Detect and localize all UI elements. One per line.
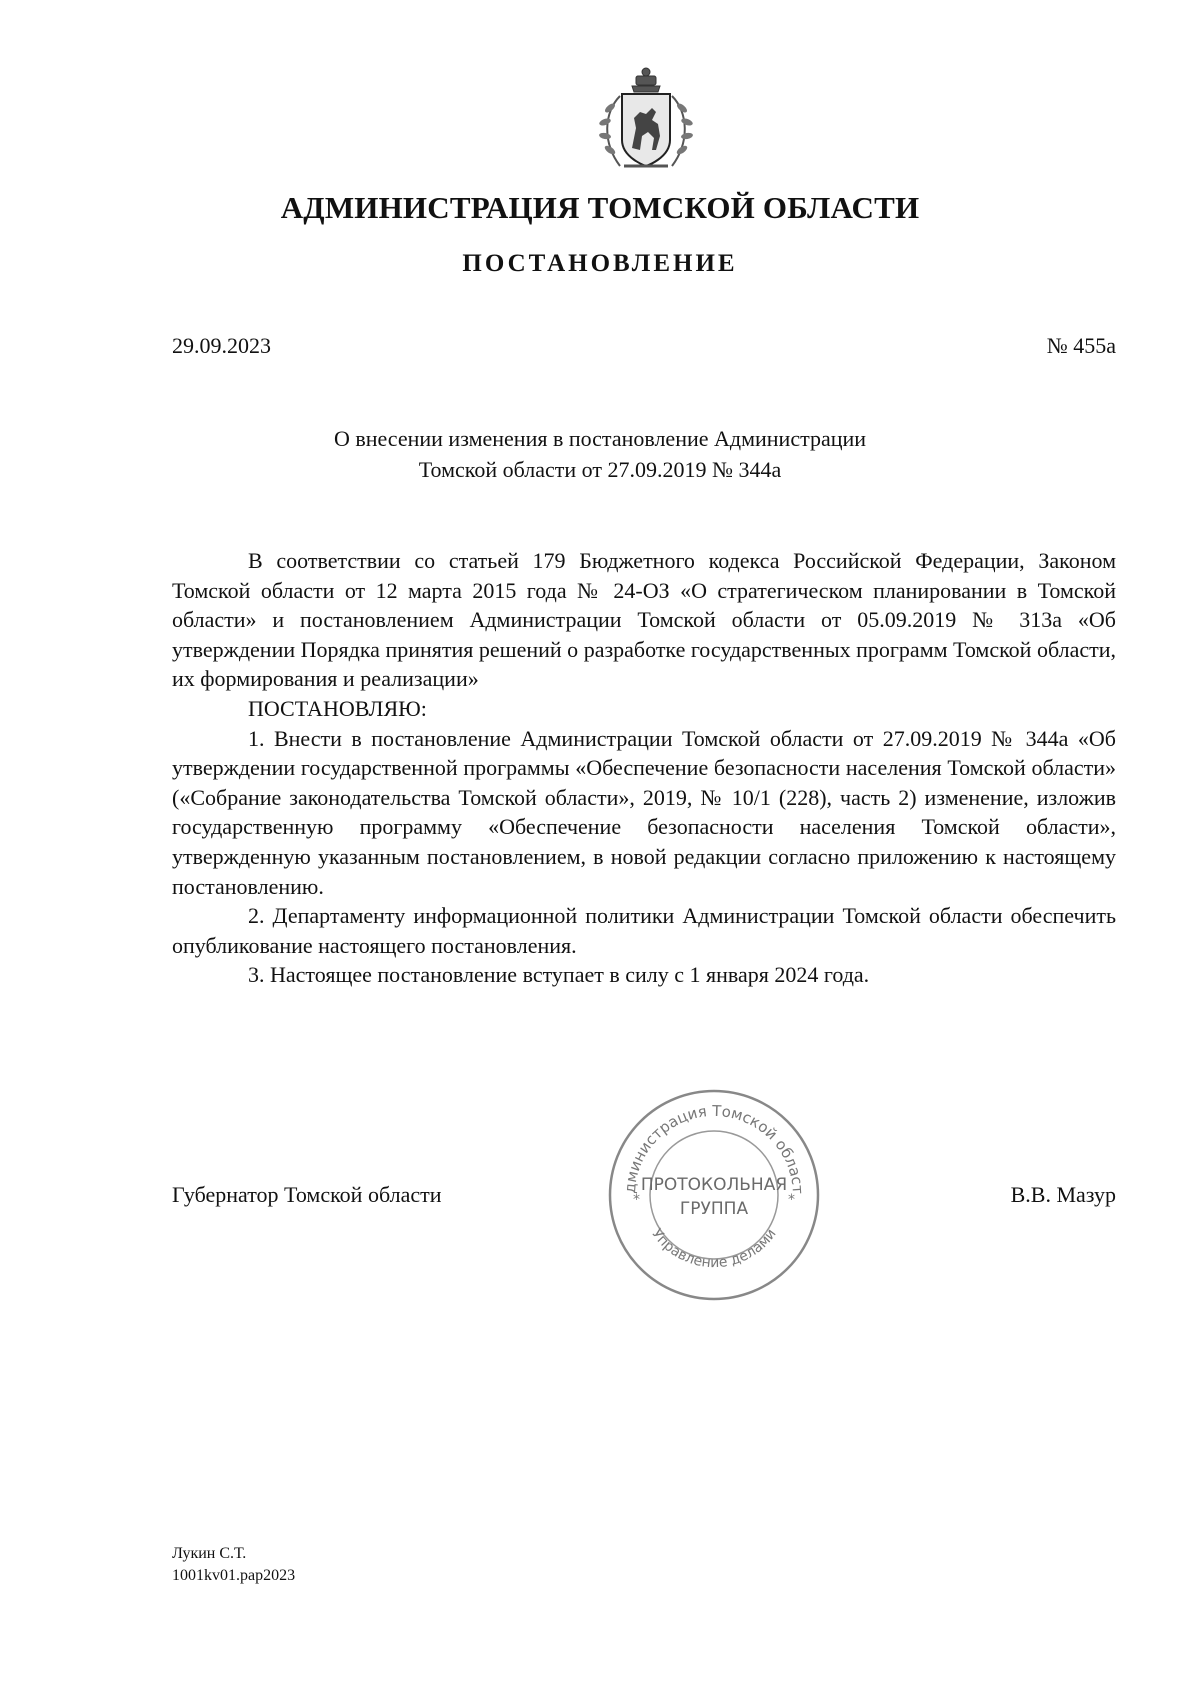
file-code: 1001kv01.pap2023 [172,1567,296,1584]
coat-of-arms-emblem [580,62,712,182]
document-type-title: ПОСТАНОВЛЕНИЕ [462,250,738,277]
subject-line-1: О внесении изменения в постановление Администрации [333,426,867,451]
stamp-star-left: * [633,1192,640,1208]
signer-name: В.В. Мазур [1010,1182,1116,1207]
document-date: 29.09.2023 [172,333,271,358]
document-body [172,546,1116,990]
signer-title: Губернатор Томской области [172,1182,442,1207]
subject-line-2: Томской области от 27.09.2019 № 344а [418,457,782,482]
executor-name: Лукин С.Т. [172,1545,247,1562]
document-subject [200,423,1000,485]
clause-1: 1. Внести в постановление Администрации Томской области от 27.09.2019 № 344а «Об утверждении государственной программы «Обеспечение безопасности населения Томской области» («Собрание законодательства Томской области», 2019, № 10/1 (228), часть 2) изменение, изложив государственную программу «Обеспечение безопасности населения Томской области», утвержденную указанным постановлением, в новой редакции согласно приложению к настоящему постановлению. [172,725,1116,899]
stamp-bottom-text: Управление делами [648,1226,780,1272]
clause-3: 3. Настоящее постановление вступает в силу с 1 января 2024 года. [248,962,870,988]
document-number: № 455а [1046,333,1116,358]
stamp-center-line-1: ПРОТОКОЛЬНАЯ [640,1175,788,1195]
decree-word: ПОСТАНОВЛЯЮ: [248,695,427,721]
clause-2: 2. Департаменту информационной политики Администрации Томской области обеспечить опубликование настоящего постановления. [172,903,1116,958]
stamp-center-line-2: ГРУППА [679,1199,749,1219]
official-stamp [605,1086,823,1304]
stamp-star-right: * [788,1192,795,1208]
organization-title: АДМИНИСТРАЦИЯ ТОМСКОЙ ОБЛАСТИ [280,190,920,225]
executor-block [172,1543,295,1587]
preamble-paragraph: В соответствии со статьей 179 Бюджетного кодекса Российской Федерации, Законом Томской области от 12 марта 2015 года № 24-ОЗ «О стратегическом планировании в Томской области» и постановлением Администрации Томской области от 05.09.2019 № 313а «Об утверждении Порядка принятия решений о разработке государственных программ Томской области, их формирования и реализации» [172,548,1116,692]
stamp-outer-text: дминистрация Томской област [620,1101,808,1195]
